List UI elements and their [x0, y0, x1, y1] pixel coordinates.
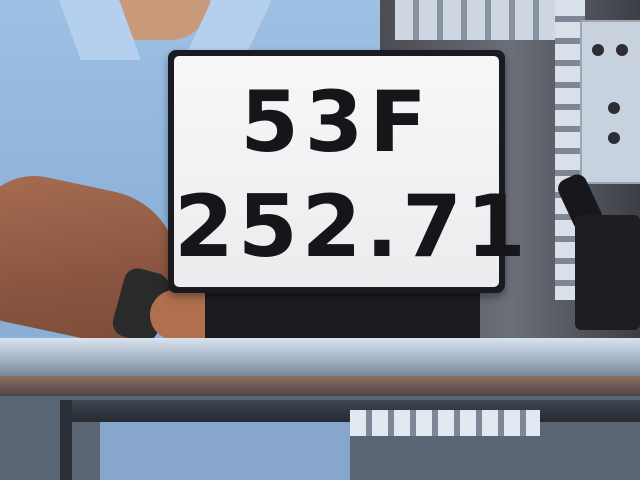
black-device: [575, 215, 640, 330]
panel-knob: [608, 102, 620, 114]
panel-knob: [616, 44, 628, 56]
shelf-lip: [0, 376, 640, 396]
panel-knob: [608, 132, 620, 144]
lower-shirt: [100, 415, 350, 480]
license-plate-face: [174, 56, 530, 287]
plate-line-1: 53F: [240, 73, 433, 171]
display-shelf: [0, 338, 640, 380]
plate-line-2: 252.71: [174, 177, 530, 277]
perforated-strip: [350, 410, 540, 436]
frame-leg: [60, 400, 72, 480]
panel-knob: [592, 44, 604, 56]
control-panel: [580, 20, 640, 184]
license-plate: [168, 50, 530, 293]
rack-top-bar: [395, 0, 575, 40]
